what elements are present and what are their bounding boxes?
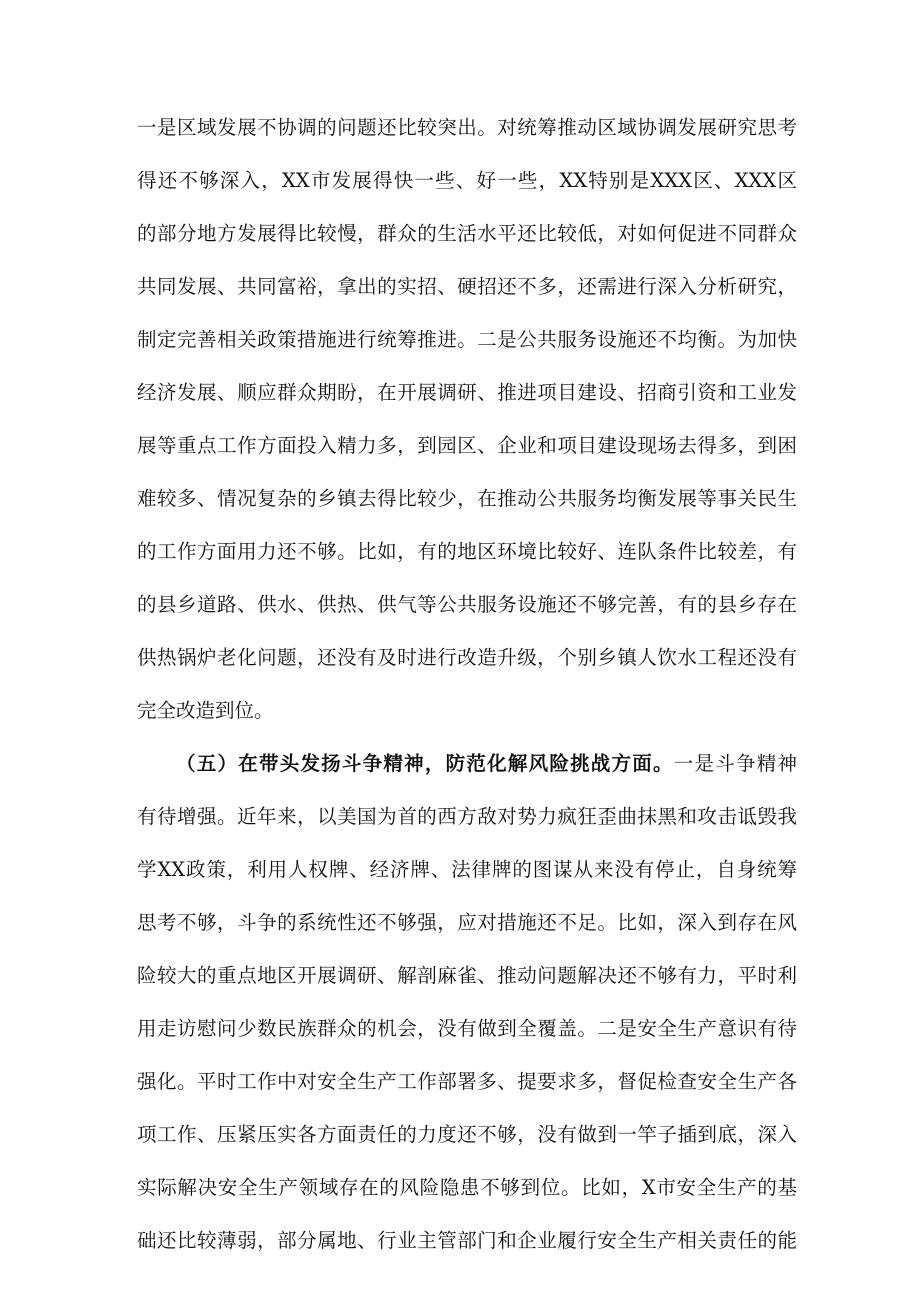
section-heading-line	[176, 749, 797, 779]
text-line: 供热锅炉老化问题，还没有及时进行改造升级，个别乡镇人饮水工程还没有	[137, 646, 797, 669]
text-line: 的部分地方发展得比较慢，群众的生活水平还比较低，对如何促进不同群众	[137, 222, 797, 245]
text-line: 得还不够深入，XX市发展得快一些、好一些，XX特别是XXX区、XXX区	[137, 169, 797, 192]
text-line: 制定完善相关政策措施进行统筹推进。二是公共服务设施还不均衡。为加快	[137, 328, 797, 351]
text-line: 共同发展、共同富裕，拿出的实招、硬招还不多，还需进行深入分析研究，	[137, 275, 797, 298]
text-line: 实际解决安全生产领域存在的风险隐患不够到位。比如，X市安全生产的基	[137, 1176, 797, 1199]
text-line: 学XX政策，利用人权牌、经济牌、法律牌的图谋从来没有停止，自身统筹	[137, 858, 797, 881]
text-line: 强化。平时工作中对安全生产工作部署多、提要求多，督促检查安全生产各	[137, 1070, 797, 1093]
text-line: 经济发展、顺应群众期盼，在开展调研、推进项目建设、招商引资和工业发	[137, 381, 797, 404]
text-line: 的县乡道路、供水、供热、供气等公共服务设施还不够完善，有的县乡存在	[137, 593, 797, 616]
text-line: 难较多、情况复杂的乡镇去得比较少，在推动公共服务均衡发展等事关民生	[137, 487, 797, 510]
text-line: 险较大的重点地区开展调研、解剖麻雀、推动问题解决还不够有力，平时利	[137, 964, 797, 987]
text-line: 有待增强。近年来，以美国为首的西方敌对势力疯狂歪曲抹黑和攻击诋毁我	[137, 805, 797, 828]
text-line: 完全改造到位。	[137, 699, 274, 722]
text-line: 思考不够，斗争的系统性还不够强，应对措施还不足。比如，深入到存在风	[137, 911, 797, 934]
section-heading: （五）在带头发扬斗争精神，防范化解风险挑战方面。	[176, 752, 674, 775]
text-line: 一是区域发展不协调的问题还比较突出。对统筹推动区域协调发展研究思考	[137, 116, 797, 139]
text-line: 项工作、压紧压实各方面责任的力度还不够，没有做到一竿子插到底，深入	[137, 1123, 797, 1146]
text-line: 展等重点工作方面投入精力多，到园区、企业和项目建设现场去得多，到困	[137, 434, 797, 457]
text-line: 用走访慰问少数民族群众的机会，没有做到全覆盖。二是安全生产意识有待	[137, 1017, 797, 1040]
text-line: 础还比较薄弱，部分属地、行业主管部门和企业履行安全生产相关责任的能	[137, 1229, 797, 1252]
text-line: 的工作方面用力还不够。比如，有的地区环境比较好、连队条件比较差，有	[137, 540, 797, 563]
text-run: 一是斗争精神	[673, 752, 797, 775]
